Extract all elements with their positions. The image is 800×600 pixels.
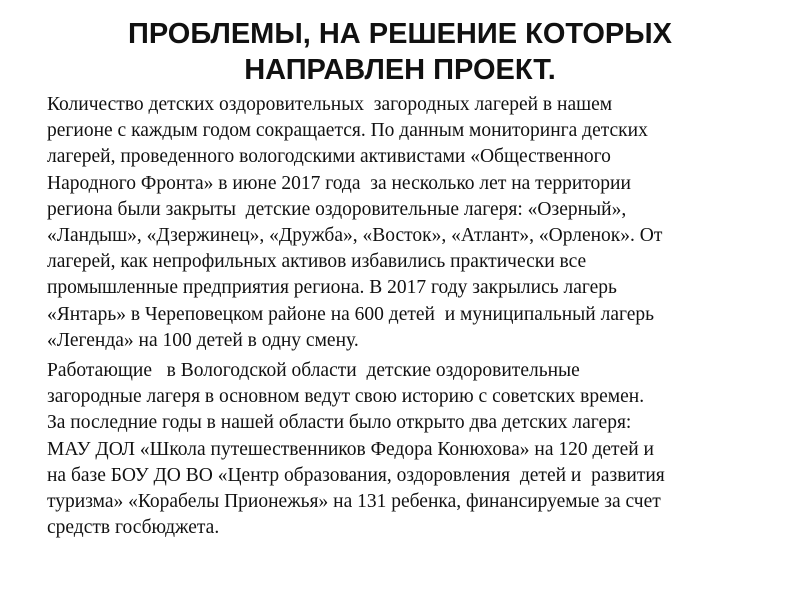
text-line: региона были закрыты детские оздоровительные лагеря: «Озерный», — [47, 198, 627, 220]
text-line: туризма» «Корабелы Прионежья» на 131 ребенка, финансируемые за счет — [47, 491, 661, 513]
text-line: промышленные предприятия региона. В 2017 году закрылись лагерь — [47, 277, 617, 299]
text-line: Количество детских оздоровительных загородных лагерей в нашем — [47, 94, 613, 115]
text-line: лагерей, как непрофильных активов избавились практически все — [47, 251, 587, 273]
title-line: ПРОБЛЕМЫ, НА РЕШЕНИЕ КОТОРЫХ — [127, 18, 673, 50]
text-line: «Янтарь» в Череповецком районе на 600 детей и муниципальный лагерь — [47, 303, 655, 325]
text-line: За последние годы в нашей области было открыто два детских лагеря: — [47, 412, 632, 434]
slide-body — [47, 92, 769, 541]
paragraph-operating-camps — [47, 358, 769, 541]
text-line: загородные лагеря в основном ведут свою историю с советских времен. — [47, 386, 645, 408]
text-line: средств госбюджета. — [47, 517, 220, 539]
text-line: лагерей, проведенного вологодскими активистами «Общественного — [47, 146, 611, 168]
paragraph-camp-closures — [47, 92, 769, 354]
text-line: Народного Фронта» в июне 2017 года за несколько лет на территории — [47, 172, 631, 194]
title-line: НАПРАВЛЕН ПРОЕКТ. — [244, 54, 556, 86]
text-line: «Легенда» на 100 детей в одну смену. — [47, 329, 359, 351]
text-line: Работающие в Вологодской области детские оздоровительные — [47, 360, 580, 382]
text-line: «Ландыш», «Дзержинец», «Дружба», «Восток», «Атлант», «Орленок». От — [47, 225, 663, 247]
text-line: на базе БОУ ДО ВО «Центр образования, оздоровления детей и развития — [47, 464, 665, 486]
slide-title — [40, 16, 760, 88]
text-line: МАУ ДОЛ «Школа путешественников Федора Конюхова» на 120 детей и — [47, 438, 654, 460]
text-line: регионе с каждым годом сокращается. По данным мониторинга детских — [47, 120, 648, 142]
